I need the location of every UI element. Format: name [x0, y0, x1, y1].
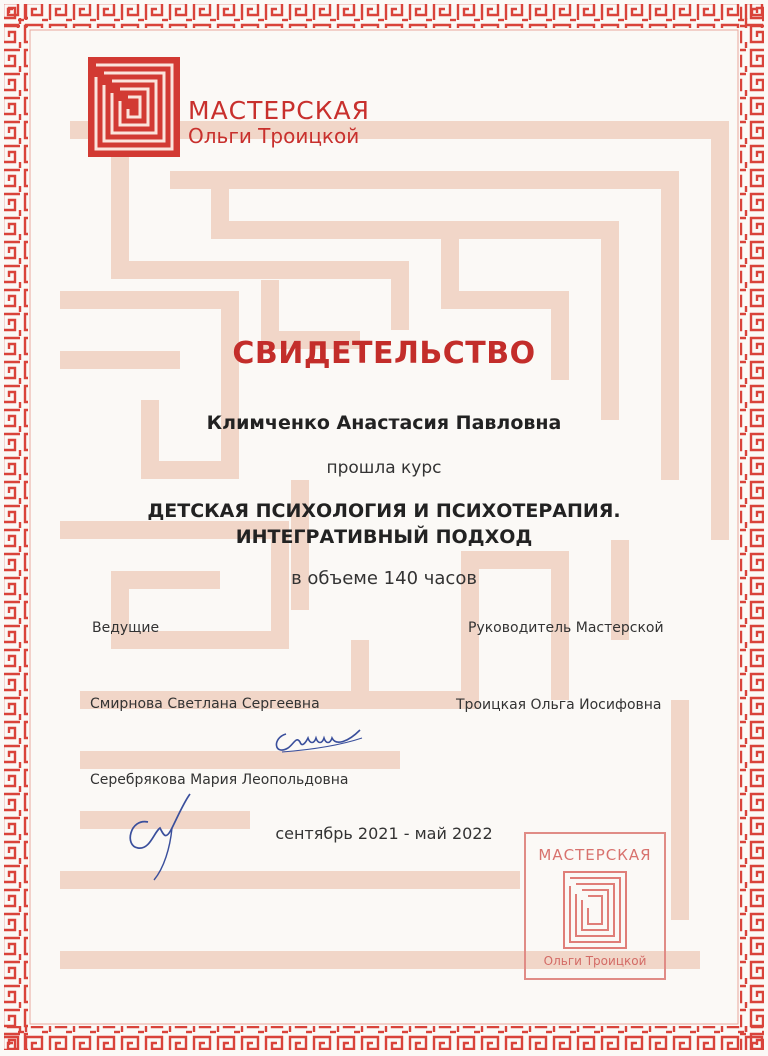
stamp-bottom-text: Ольги Троицкой [543, 954, 647, 968]
logo-wordmark [188, 97, 370, 147]
stamp-top-text: МАСТЕРСКАЯ [538, 846, 652, 864]
leaders-label: Ведущие [92, 620, 160, 636]
border-bottom [4, 1026, 764, 1050]
recipient-name: Климченко Анастасия Павловна [206, 412, 562, 434]
head-label: Руководитель Мастерской [468, 620, 664, 636]
passed-course-text: прошла курс [326, 458, 442, 478]
course-title-line1: ДЕТСКАЯ ПСИХОЛОГИЯ И ПСИХОТЕРАПИЯ. [147, 500, 621, 522]
org-name-line1: МАСТЕРСКАЯ [188, 96, 370, 125]
org-name-line2: Ольги Троицкой [188, 123, 360, 148]
course-dates: сентябрь 2021 - май 2022 [275, 824, 493, 843]
stamp-maze-icon [562, 870, 628, 950]
course-hours: в объеме 140 часов [291, 568, 477, 589]
head-name: Троицкая Ольга Иосифовна [456, 697, 662, 713]
signature-1 [268, 712, 364, 762]
stamp [524, 832, 666, 980]
course-title-line2: ИНТЕГРАТИВНЫЙ ПОДХОД [235, 526, 533, 548]
leader1-name: Смирнова Светлана Сергеевна [90, 696, 320, 712]
course-title [0, 498, 768, 550]
border-top [4, 4, 764, 28]
logo-maze-icon [88, 57, 180, 157]
certificate-title: СВИДЕТЕЛЬСТВО [232, 336, 536, 371]
leader2-name: Серебрякова Мария Леопольдовна [90, 772, 349, 788]
